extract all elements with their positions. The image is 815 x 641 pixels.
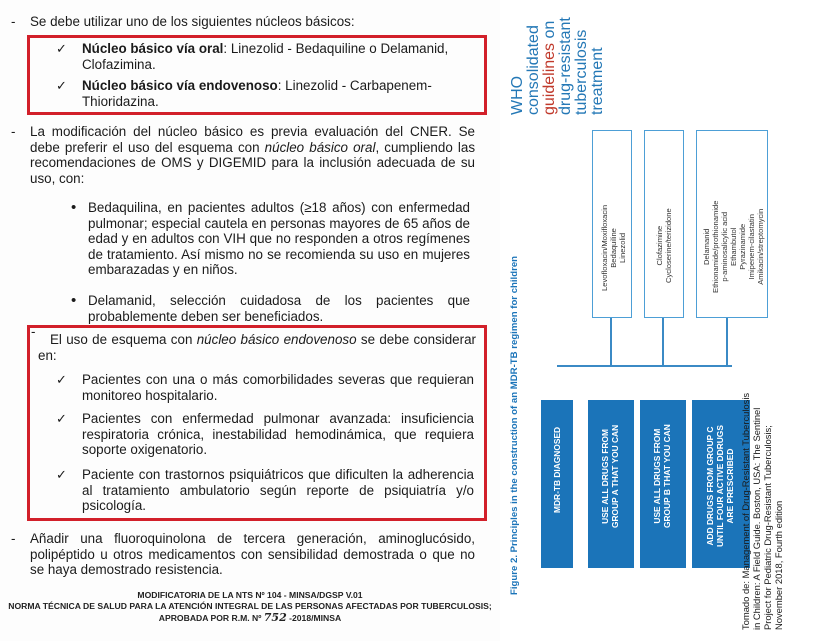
intro-line: - Se debe utilizar uno de los siguientes núcleos básicos: — [11, 14, 355, 29]
figure-caption: Figure 2. Principles in the construction of an MDR-TB regimen for children — [509, 255, 520, 595]
iv-indications-intro: - El uso de esquema con núcleo básico endovenoso se debe considerar en: — [31, 324, 476, 363]
resolution-number-handwritten: 752 — [263, 611, 287, 624]
footer-norm-title: NORMA TÉCNICA DE SALUD PARA LA ATENCIÓN INTEGRAL DE LAS PERSONAS AFECTADAS POR TUBERCULOSIS; — [8, 601, 492, 611]
step-connector — [557, 365, 732, 367]
step-group-b: USE ALL DRUGS FROM GROUP B THAT YOU CAN — [640, 400, 686, 568]
drugs-group-a: Levofloxacin/Moxifloxacin Bedaquiline Linezolid — [592, 130, 632, 318]
connector-group-c — [726, 318, 728, 365]
step-group-c: ADD DRUGS FROM GROUP C UNTIL FOUR ACTIVE DDRUGS ARE PRESCRIBED — [692, 400, 750, 568]
drugs-group-c: Delamanid Ethionamide/prothionamide p-aminosalicylic acid Ethambutol Pyrazinamide Imipenem-cilastatin Amikacin/streptomycin — [696, 130, 768, 318]
footer-approval: APROBADA POR R.M. Nº 752 -2018/MINSA — [158, 611, 342, 624]
footer-modification: MODIFICATORIA DE LA NTS Nº 104 - MINSA/DGSP V.01 — [137, 590, 363, 600]
iv-indication-pulmonary: ✓ Pacientes con enfermedad pulmonar avanzada: insuficiencia respiratoria crónica, inestabilidad hemodinámica, que requiera soporte oxigenatorio. — [56, 411, 474, 457]
source-citation: Tomado de: Management of Drug-Resistant Tuberculosis in Children: A Field Guide. Boston, USA: The Sentinel Project for Pediatric Drug-Resistant Tuberculosis; November 2018, Fourth edition — [740, 392, 784, 630]
core-modification-paragraph: - La modificación del núcleo básico es previa evaluación del CNER. Se debe preferir el uso del esquema con núcleo básico oral, cumpliendo las recomendaciones de OMS y DIGEMID para la inclusión adecuada de su uso, con: — [11, 124, 476, 186]
connector-group-a — [610, 318, 612, 365]
iv-indication-comorbidities: ✓ Pacientes con una o más comorbilidades severas que requieran monitoreo hospitalario. — [56, 372, 474, 403]
oral-core-item: ✓ Núcleo básico vía oral: Linezolid - Bedaquiline o Delamanid, Clofazimina. — [56, 41, 449, 72]
iv-indication-psychiatric: ✓ Paciente con trastornos psiquiátricos que dificulten la adherencia al tratamiento ambulatorio según reporte de psiquiatría y/o psicología. — [56, 467, 474, 513]
who-title: WHO consolidated guidelines on drug-resistant tuberculosis treatment — [509, 17, 606, 115]
drugs-group-b: Clofazimine Cycloserine/terizidone — [644, 130, 684, 318]
iv-core-item: ✓ Núcleo básico vía endovenoso: Linezolid - Carbapenem- Thioridazina. — [56, 78, 432, 109]
step-group-a: USE ALL DRUGS FROM GROUP A THAT YOU CAN — [588, 400, 634, 568]
bedaquiline-bullet: • Bedaquilina, en pacientes adultos (≥18 años) con enfermedad pulmonar; especial cautela en personas mayores de 65 años de edad y en adultos con VIH que no responden a otros regímenes de tratamiento. Así mismo no se recomienda su uso en mujeres embarazadas y en niños. — [71, 199, 470, 277]
who-figure-panel — [500, 0, 815, 641]
step-mdr-tb-diagnosed: MDR-TB DIAGNOSED — [541, 400, 573, 568]
fluoroquinolone-paragraph: - Añadir una fluoroquinolona de tercera generación, aminoglucósido, polipéptido u otros medicamentos con sensibilidad demostrada o que no se haya demostrado resistencia. — [11, 531, 475, 577]
delamanid-bullet: • Delamanid, selección cuidadosa de los pacientes que probablemente deben ser beneficiados. — [71, 292, 470, 324]
connector-group-b — [662, 318, 664, 365]
